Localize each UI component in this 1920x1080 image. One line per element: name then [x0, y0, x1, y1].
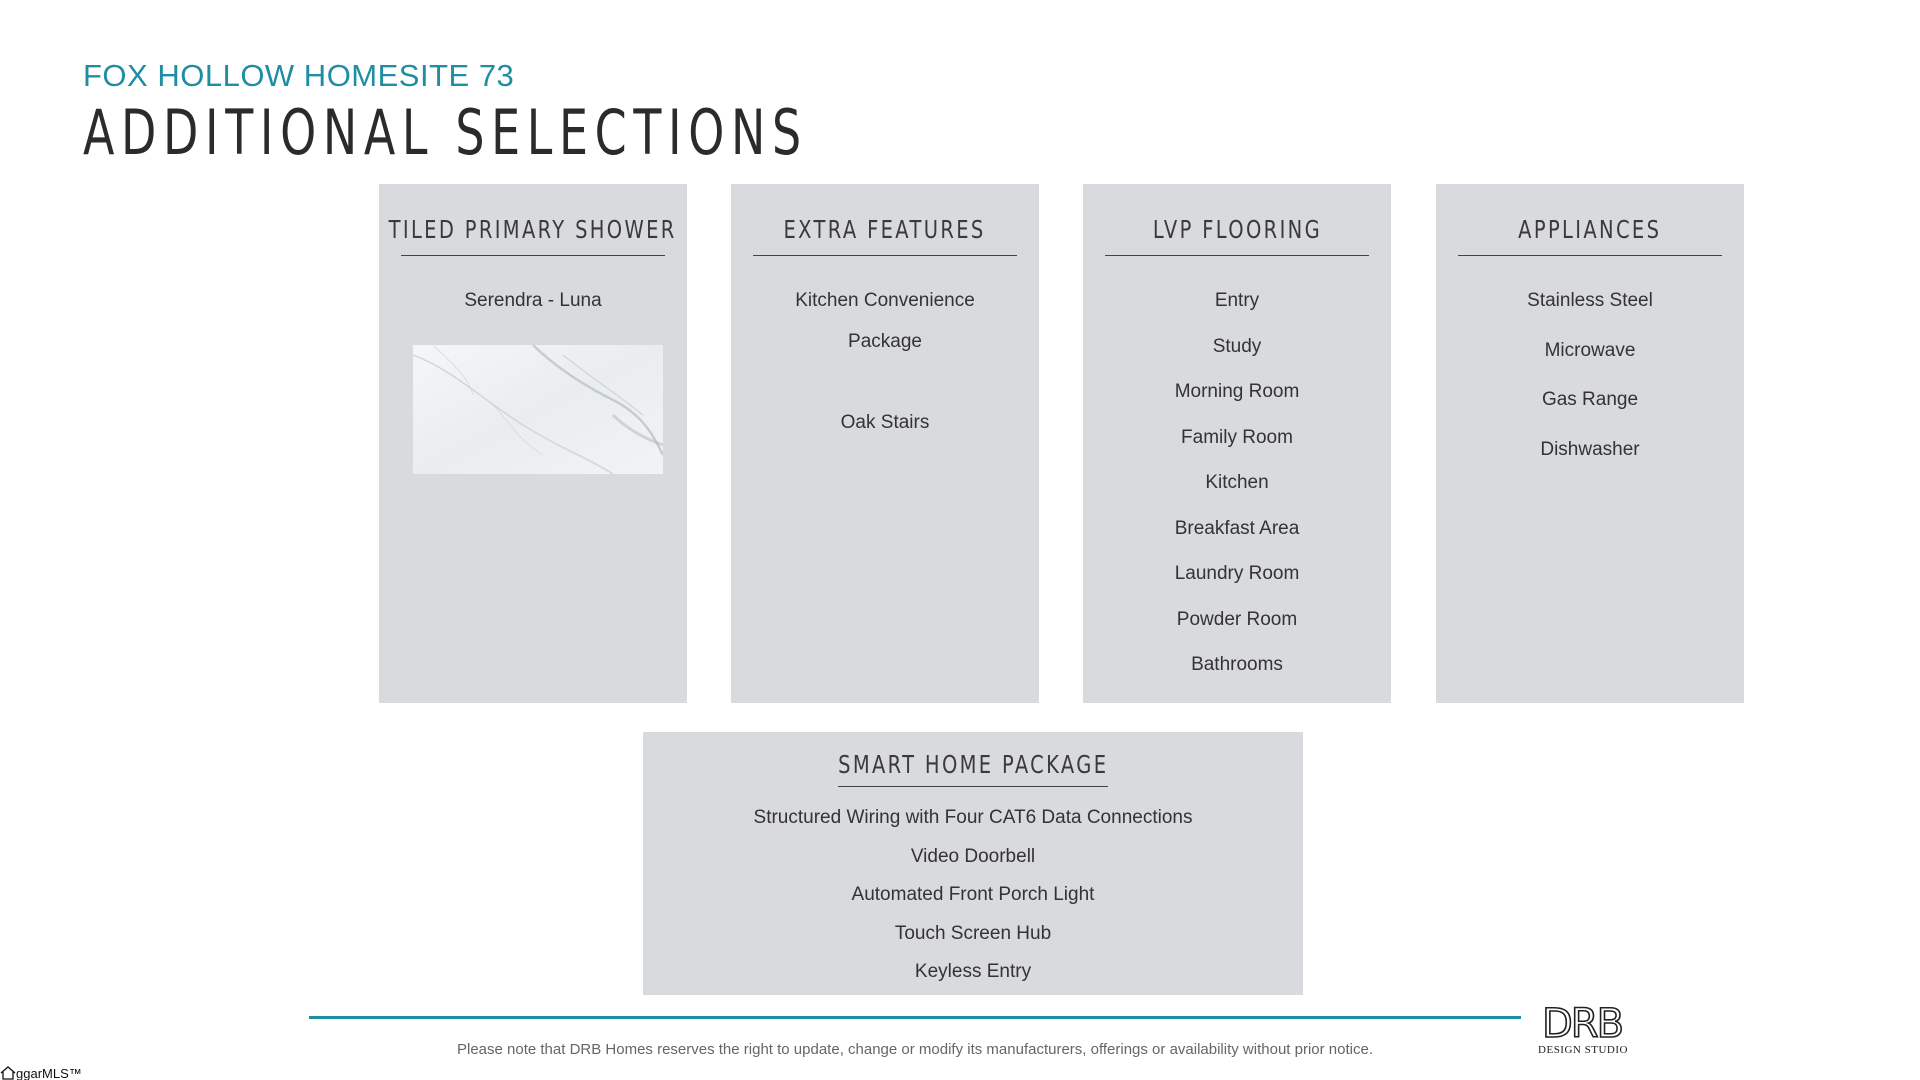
- drb-logo-icon: [1535, 1003, 1630, 1043]
- list-item: Study: [1212, 335, 1262, 357]
- design-studio-label: DESIGN STUDIO: [1538, 1044, 1628, 1056]
- list-item: Kitchen: [1205, 472, 1269, 493]
- drb-logo-mark: DRB: [1541, 1003, 1623, 1043]
- list-item: Touch Screen Hub: [894, 922, 1052, 944]
- list-item: Automated Front Porch Light: [851, 884, 1095, 905]
- list-item: Family Room: [1181, 426, 1293, 448]
- list-item: Stainless Steel: [1527, 290, 1653, 311]
- list-item: Video Doorbell: [910, 845, 1036, 867]
- house-icon: [0, 1065, 16, 1080]
- list-item: Keyless Entry: [914, 961, 1032, 982]
- list-item: Breakfast Area: [1174, 517, 1300, 539]
- panel-heading-label: EXTRA FEATURES: [783, 215, 987, 244]
- marble-tile-swatch: [413, 345, 663, 474]
- panel-lvp-flooring: [1083, 184, 1391, 703]
- list-item: Structured Wiring with Four CAT6 Data Connections: [753, 807, 1193, 828]
- list-item: Powder Room: [1176, 608, 1298, 630]
- panel-heading: [1458, 204, 1722, 256]
- list-item: Entry: [1214, 290, 1260, 311]
- panel-heading-label: APPLIANCES: [1518, 215, 1662, 244]
- list-item: Microwave: [1544, 339, 1636, 361]
- list-item: Dishwasher: [1540, 438, 1640, 460]
- list-item: Bathrooms: [1191, 654, 1283, 675]
- panel-smart-home-package: [643, 732, 1303, 995]
- panel-heading-label: TILED PRIMARY SHOWER: [388, 215, 678, 244]
- panel-heading: [838, 742, 1108, 787]
- list-item: Package: [848, 331, 922, 352]
- footer-divider: [309, 1016, 1521, 1019]
- marble-texture-image: [413, 345, 663, 474]
- list-item: Morning Room: [1174, 381, 1300, 402]
- panel-heading: [1105, 204, 1369, 256]
- panel-tiled-primary-shower: [379, 184, 687, 703]
- list-item: Oak Stairs: [840, 412, 930, 433]
- panel-heading-label: LVP FLOORING: [1152, 215, 1322, 244]
- panel-appliances: [1436, 184, 1744, 703]
- panel-heading: [753, 204, 1017, 256]
- panel-heading-label: SMART HOME PACKAGE: [837, 749, 1109, 779]
- disclaimer-text: Please note that DRB Homes reserves the right to update, change or modify its manufacturers, offerings or availability without prior notice.: [456, 1041, 1373, 1058]
- homesite-subtitle: FOX HOLLOW HOMESITE 73: [83, 58, 515, 93]
- panel-heading: [388, 204, 678, 256]
- list-item: Kitchen Convenience: [795, 290, 975, 311]
- panel-extra-features: [731, 184, 1039, 703]
- list-item: Gas Range: [1541, 389, 1639, 410]
- mls-watermark-label: ggarMLS™: [16, 1065, 82, 1080]
- page-title: ADDITIONAL SELECTIONS: [83, 96, 808, 169]
- list-item: Laundry Room: [1174, 563, 1300, 584]
- list-item: Serendra - Luna: [464, 290, 602, 311]
- mls-watermark: [0, 1063, 82, 1080]
